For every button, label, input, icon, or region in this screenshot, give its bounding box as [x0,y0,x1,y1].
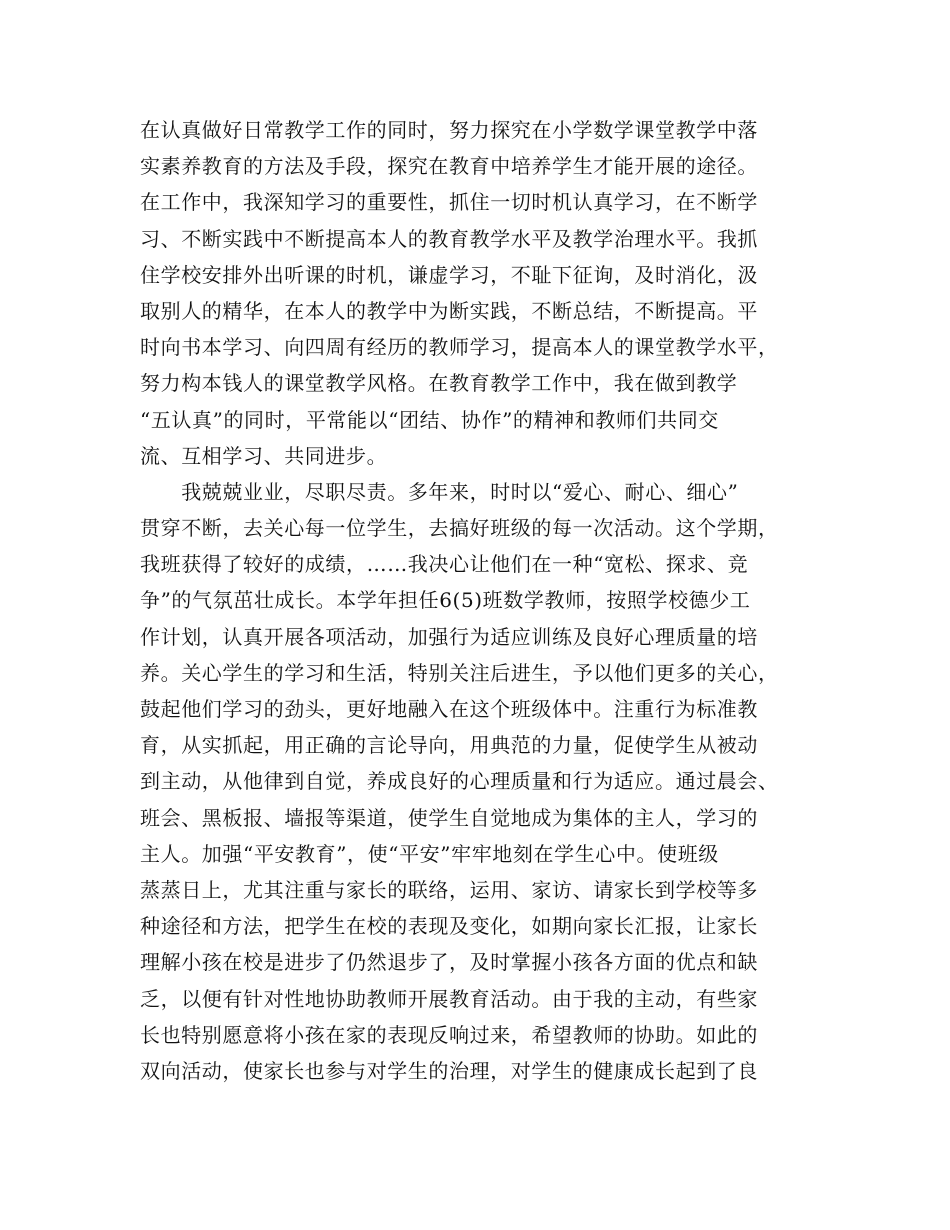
text-line: 蒸蒸日上，尤其注重与家长的联络，运用、家访、请家长到学校等多 [140,877,758,902]
text-line: 住学校安排外出听课的时机，谦虚学习，不耻下征询，及时消化，汲 [140,262,758,287]
text-line: 到主动，从他律到自觉，养成良好的心理质量和行为适应。通过晨会、 [140,769,779,794]
text-line: 长也特别愿意将小孩在家的表现反响过来，希望教师的协助。如此的 [140,1022,758,1047]
text-line: 理解小孩在校是进步了仍然退步了，及时掌握小孩各方面的优点和缺 [140,950,758,975]
text-line: 班会、黑板报、墙报等渠道，使学生自觉地成为集体的主人，学习的 [140,805,758,830]
text-line: 乏，以便有针对性地协助教师开展教育活动。由于我的主动，有些家 [140,986,758,1011]
text-line: 我班获得了较好的成绩，……我决心让他们在一种“宽松、探求、竞 [140,552,749,577]
text-line: 贯穿不断，去关心每一位学生，去搞好班级的每一次活动。这个学期， [140,516,779,541]
text-line: 时向书本学习、向四周有经历的教师学习，提高本人的课堂教学水平， [140,335,779,360]
text-line: 流、互相学习、共同进步。 [140,443,388,468]
text-line: 种途径和方法，把学生在校的表现及变化，如期向家长汇报，让家长 [140,914,758,939]
text-line: 在工作中，我深知学习的重要性，抓住一切时机认真学习，在不断学 [140,190,758,215]
text-line: 习、不断实践中不断提高本人的教育教学水平及教学治理水平。我抓 [140,226,758,251]
text-line: 争”的气氛茁壮成长。本学年担任6(5)班数学教师，按照学校德少工 [140,588,751,613]
text-line: 作计划，认真开展各项活动，加强行为适应训练及良好心理质量的培 [140,624,758,649]
text-line: 养。关心学生的学习和生活，特别关注后进生，予以他们更多的关心， [140,660,779,685]
body-text [140,112,820,1089]
text-line: “五认真”的同时，平常能以“团结、协作”的精神和教师们共同交 [140,407,719,432]
text-line: 双向活动，使家长也参与对学生的治理，对学生的健康成长起到了良 [140,1058,758,1083]
text-line: 实素养教育的方法及手段，探究在教育中培养学生才能开展的途径。 [140,154,758,179]
text-line: 取别人的精华，在本人的教学中为断实践，不断总结，不断提高。平 [140,298,758,323]
paragraph-start-line: 我兢兢业业，尽职尽责。多年来，时时以“爱心、耐心、细心” [140,479,739,504]
text-line: 努力构本钱人的课堂教学风格。在教育教学工作中，我在做到教学 [140,371,738,396]
text-line: 在认真做好日常教学工作的同时，努力探究在小学数学课堂教学中落 [140,118,758,142]
text-line: 育，从实抓起，用正确的言论导向，用典范的力量，促使学生从被动 [140,733,758,758]
text-line: 主人。加强“平安教育”，使“平安”牢牢地刻在学生心中。使班级 [140,841,719,866]
text-line: 鼓起他们学习的劲头，更好地融入在这个班级体中。注重行为标准教 [140,697,758,721]
